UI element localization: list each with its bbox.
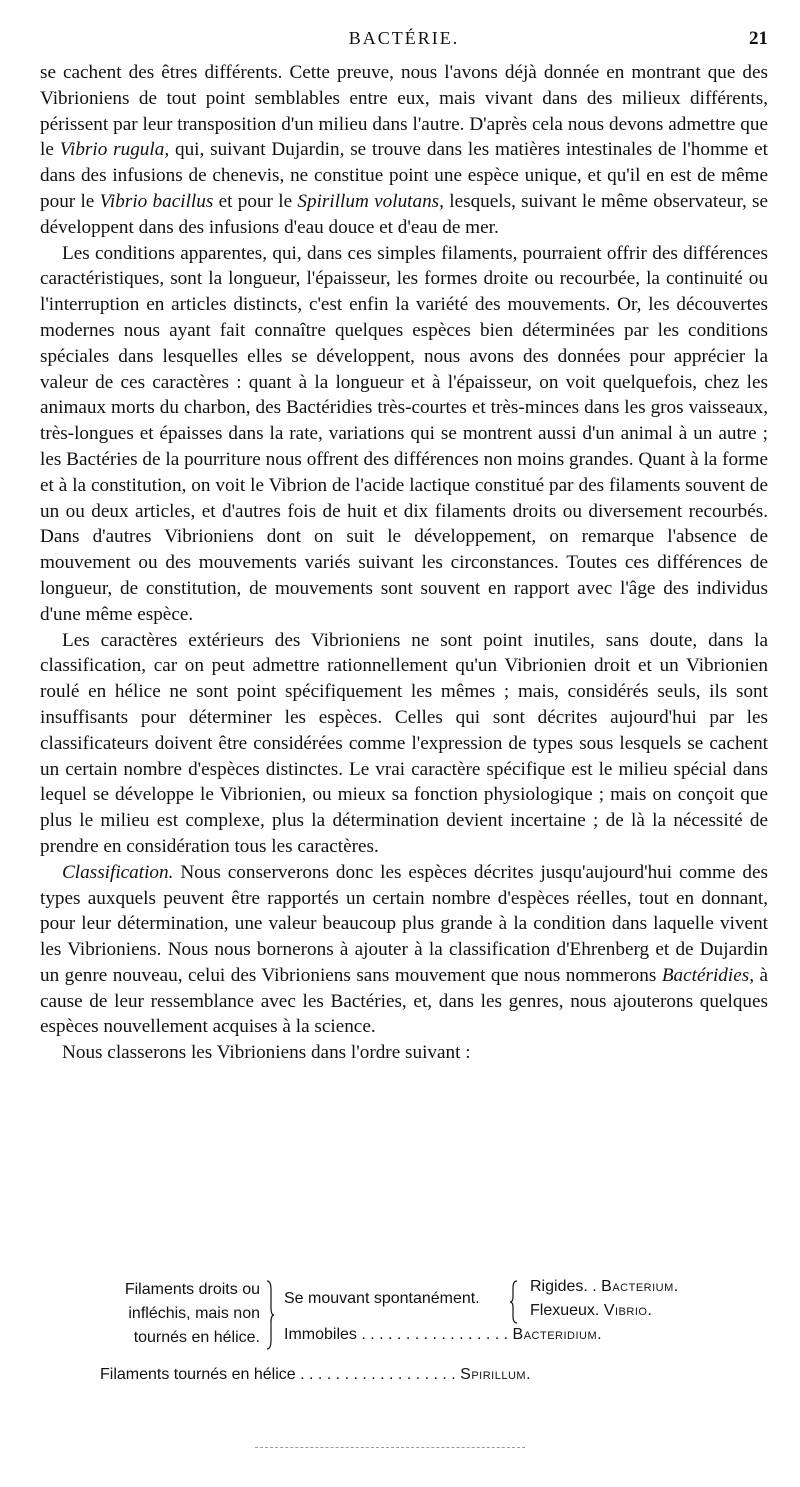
leader-dots: . . . . . . . . . . . . . . . . . . [300,1366,456,1383]
brace-left-facing-icon [510,1280,518,1324]
genus-bacterium: Bacterium. [601,1278,679,1295]
paragraph-4-text-a: Nous conserverons donc les espèces décrites jusqu'aujourd'hui comme des types auxquels peuvent être rapportés un certain nombre d'espèces réelles, tout en donnant, pour leur détermination, une valeur beaucoup plus grande à la condition dans laquelle vivent les Vibrioniens. Nous nous bornerons à ajouter à la classification d'Ehrenberg et de Dujardin un genre nouveau, celui des Vibrioniens sans mouvement que nous nommerons [40,861,768,986]
classification-left-line-2: infléchis, mais non [128,1305,260,1322]
genus-vibrio: Vibrio. [603,1302,653,1319]
paragraph-1-text-d: lesquels, suivant le même observateur, se développent dans des infusions d'eau douce et d'eau de mer. [40,190,769,238]
paragraph-1-text-c: et pour le [218,190,293,212]
running-header [40,28,768,52]
paragraph-2: Les conditions apparentes, qui, dans ces simples filaments, pourraient offrir des différences caractéristiques, sont la longueur, l'épaisseur, les formes droite ou recourbée, la continuité ou l'interruption en articles distincts, c'est enfin la variété des mouvements. Or, les découvertes modernes nous ayant fait connaître quelques espèces bien déterminées par les conditions spéciales dans lesquelles elles se développent, nous avons des données pour apprécier la valeur de ces caractères : quant à la longueur et à l'épaisseur, on voit quelquefois, chez les animaux morts du charbon, des Bactéridies très-courtes et très-minces dans les gros vaisseaux, très-longues et épaisses dans la rate, variations qui se montrent aussi d'un animal à un autre ; les Bactéries de la pourriture nous offrent des différences non moins grandes. Quant à la forme et à la constitution, on voit le Vibrion de l'acide lactique constitué par des filaments souvent de un ou deux articles, et d'autres fois de huit et dix filaments droits ou diversement recourbés. Dans d'autres Vibrioniens dont on suit le développement, on remarque l'absence de mouvement ou des mouvements variés suivant les circonstances. Toutes ces différences de longueur, de constitution, de mouvements sont souvent en rapport avec l'âge des individus d'une même espèce. [40,242,768,625]
species-vibrio-bacillus: Vibrio bacillus [99,190,214,212]
running-title: BACTÉRIE. [348,28,460,48]
classification-rigid-label: Rigides. . [530,1278,597,1295]
paragraph-5: Nous classerons les Vibrioniens dans l'ordre suivant : [62,1042,471,1064]
classification-motile: Se mouvant spontanément. [284,1290,480,1307]
leader-dots: . . . . . . . . . . . . . . . . . [361,1326,509,1343]
genus-bacteridium: Bacteridium. [512,1326,603,1343]
paragraph-1 [40,60,768,241]
body-text [40,60,768,1066]
brace-right-facing-icon [266,1280,274,1350]
paragraph-1-text-a: se cachent des êtres différents. Cette preuve, nous l'avons déjà donnée en montrant que des Vibrioniens de tout point semblables entre eux, mais vivant dans des milieux différents, périssent par leur transposition d'un milieu dans l'autre. D'après cela nous devons admettre que le [40,62,768,161]
paragraph-4-text-b: à cause de leur ressemblance avec les Bactéries, et, dans les genres, nous ajouterons quelques espèces nouvellement acquises à la science. [40,964,769,1038]
classification-immobile-row [284,1326,602,1344]
page-number: 21 [749,28,768,49]
classification-immobile-label: Immobiles [284,1326,357,1343]
species-vibrio-rugula: Vibrio rugula, [59,139,170,161]
classification-flexuous-label: Flexueux. [530,1302,600,1319]
classification-table [60,1278,760,1418]
classification-flexuous-row [530,1302,652,1320]
classification-left-group [60,1278,260,1350]
genus-spirillum: Spirillum. [460,1366,532,1383]
classification-left-line-1: Filaments droits ou [124,1281,260,1298]
paragraph-3: Les caractères extérieurs des Vibrioniens ne sont point inutiles, sans doute, dans la classification, car on peut admettre rationnellement qu'un Vibrionien droit et un Vibrionien roulé en hélice ne sont point spécifiquement les mêmes ; mais, considérés seuls, ils sont insuffisants pour déterminer les espèces. Celles qui sont décrites aujourd'hui par les classificateurs doivent être considérées comme l'expression de types sous lesquels se cachent un certain nombre d'espèces distinctes. Le vrai caractère spécifique est le milieu spécial dans lequel se développe le Vibrionien, ou mieux sa fonction physiologique ; mais on conçoit que plus le milieu est complexe, plus la détermination devient incertaine ; de là la nécessité de prendre en considération tous les caractères. [40,629,768,857]
classification-helix-row [100,1366,531,1384]
footer-rule [255,1447,525,1448]
paragraph-4 [40,860,768,1041]
classification-left-line-3: tournés en hélice. [133,1329,260,1346]
paragraph-1-text-b: qui, suivant Dujardin, se trouve dans les matières intestinales de l'homme et dans des infusions de chenevis, ne constitue point une espèce unique, et qu'il en est de même pour le [40,139,768,212]
classification-rigid-row [530,1278,679,1296]
section-heading-classification: Classification. [62,861,174,883]
classification-helix-label: Filaments tournés en hélice [100,1366,296,1383]
species-spirillum-volutans: Spirillum volutans, [297,190,444,212]
genus-bacteridies: Bactéridies, [661,964,755,986]
